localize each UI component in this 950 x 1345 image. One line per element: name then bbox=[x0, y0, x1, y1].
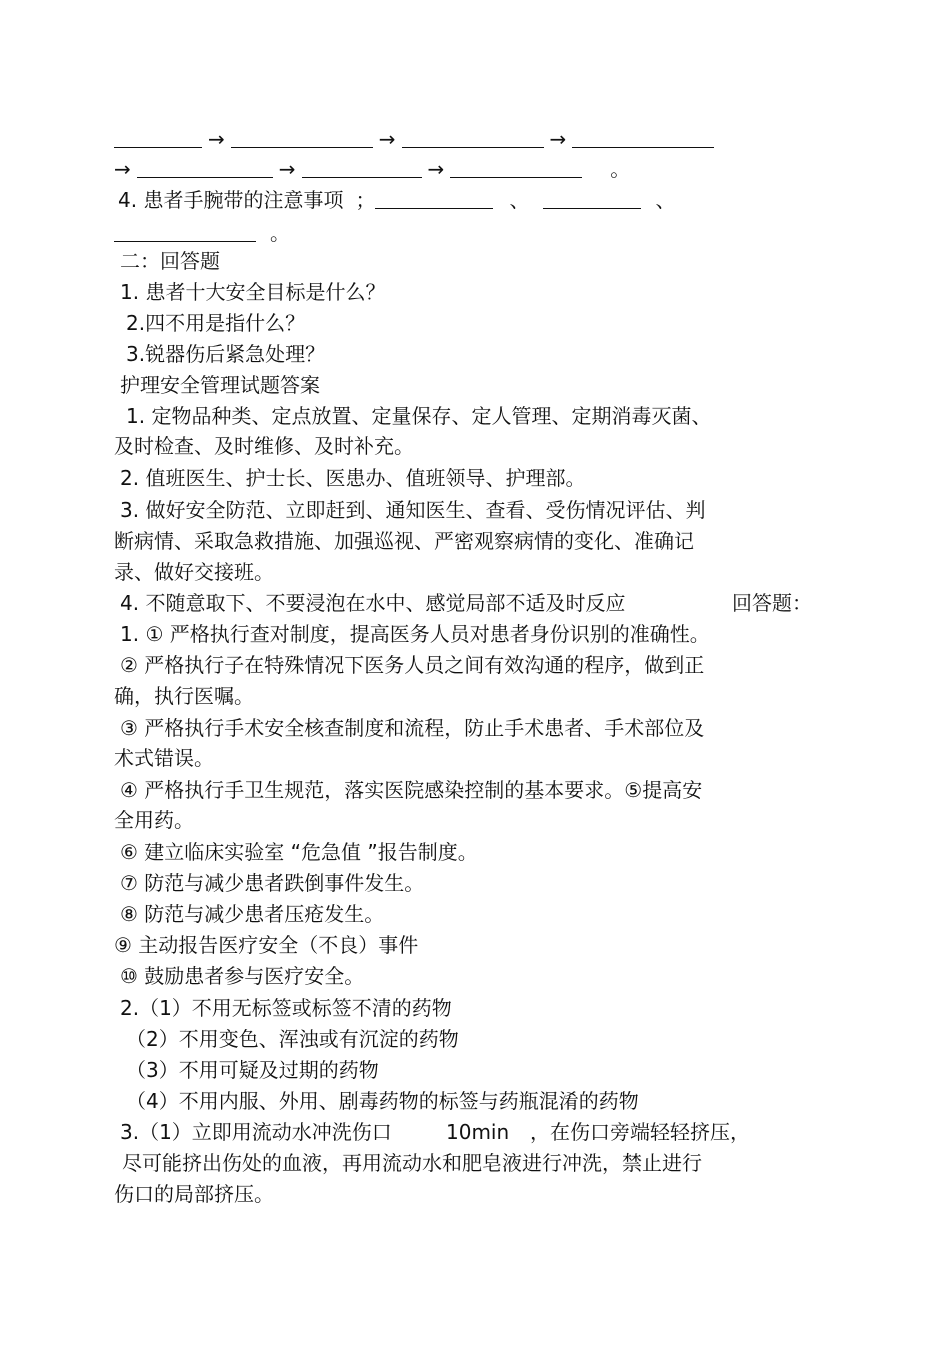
comma-mark: 、 bbox=[509, 188, 530, 212]
arrow-symbol: → bbox=[378, 127, 396, 151]
blank-field[interactable] bbox=[231, 127, 373, 148]
answer-4: 4. 不随意取下、不要浸泡在水中、感觉局部不适及时反应 bbox=[120, 591, 626, 615]
reply-2-item-3: （3）不用可疑及过期的药物 bbox=[126, 1058, 379, 1082]
reply-3-line-1-text: 3.（1）立即用流动水冲洗伤口 bbox=[120, 1120, 392, 1144]
blank-field[interactable] bbox=[572, 127, 714, 148]
question-3: 3.锐器伤后紧急处理？ bbox=[126, 342, 326, 366]
answer-3-line-2: 断病情、采取急救措施、加强巡视、严密观察病情的变化、准确记 bbox=[114, 529, 694, 553]
reply-1-item-3-line-2: 术式错误。 bbox=[114, 746, 214, 770]
reply-2-item-4: （4）不用内服、外用、剧毒药物的标签与药瓶混淆的药物 bbox=[126, 1089, 639, 1113]
reply-1-item-1: 1. ① 严格执行查对制度，提高医务人员对患者身份识别的准确性。 bbox=[120, 622, 710, 646]
comma-mark: 、 bbox=[655, 188, 676, 212]
arrow-symbol: → bbox=[549, 127, 567, 151]
reply-2-item-1: 2.（1）不用无标签或标签不清的药物 bbox=[120, 996, 452, 1020]
blank-field[interactable] bbox=[114, 127, 202, 148]
reply-1-item-9: ⑨ 主动报告医疗安全（不良）事件 bbox=[114, 933, 419, 957]
answer-3-line-3: 录、做好交接班。 bbox=[114, 560, 274, 584]
reply-1-item-4-line-2: 全用药。 bbox=[114, 808, 194, 832]
reply-3-line-1-tail: ，在伤口旁端轻轻挤压， bbox=[530, 1120, 750, 1144]
blank-field[interactable] bbox=[402, 127, 544, 148]
answer-section-label: 回答题： bbox=[732, 591, 812, 615]
blank-field[interactable] bbox=[450, 157, 582, 178]
blank-field[interactable] bbox=[543, 188, 641, 209]
fill-blank-row-2 bbox=[114, 154, 630, 184]
wristband-blank-row bbox=[114, 218, 290, 248]
reply-1-item-10: ⑩ 鼓励患者参与医疗安全。 bbox=[120, 964, 365, 988]
arrow-symbol: → bbox=[208, 127, 225, 151]
reply-3-line-2: 尽可能挤出伤处的血液，再用流动水和肥皂液进行冲洗，禁止进行 bbox=[122, 1151, 702, 1175]
arrow-symbol: → bbox=[114, 157, 131, 181]
reply-1-item-4-line-1: ④ 严格执行手卫生规范，落实医院感染控制的基本要求。⑤提高安 bbox=[120, 778, 703, 802]
reply-1-item-6: ⑥ 建立临床实验室 “危急值 ”报告制度。 bbox=[120, 840, 478, 864]
answer-1-line-2: 及时检查、及时维修、及时补充。 bbox=[114, 434, 414, 458]
reply-1-item-2-line-1: ② 严格执行子在特殊情况下医务人员之间有效沟通的程序，做到正 bbox=[120, 653, 705, 677]
answers-title: 护理安全管理试题答案 bbox=[120, 373, 320, 397]
reply-1-item-7: ⑦ 防范与减少患者跌倒事件发生。 bbox=[120, 871, 425, 895]
answer-3-line-1: 3. 做好安全防范、立即赶到、通知医生、查看、受伤情况评估、判 bbox=[120, 498, 706, 522]
question-2: 2.四不用是指什么？ bbox=[126, 311, 306, 335]
arrow-symbol: → bbox=[427, 157, 445, 181]
blank-field[interactable] bbox=[114, 221, 256, 242]
section-title: 二：回答题 bbox=[120, 249, 220, 273]
reply-3-line-3: 伤口的局部挤压。 bbox=[114, 1182, 274, 1206]
reply-2-item-2: （2）不用变色、浑浊或有沉淀的药物 bbox=[126, 1027, 459, 1051]
blank-field[interactable] bbox=[137, 157, 273, 178]
blank-field[interactable] bbox=[302, 157, 422, 178]
semicolon-mark: ； bbox=[355, 188, 376, 212]
reply-1-item-3-line-1: ③ 严格执行手术安全核查制度和流程，防止手术患者、手术部位及 bbox=[120, 716, 705, 740]
reply-1-item-8: ⑧ 防范与减少患者压疮发生。 bbox=[120, 902, 385, 926]
reply-3-duration: 10min bbox=[446, 1120, 510, 1144]
arrow-symbol: → bbox=[278, 157, 296, 181]
period-mark: 。 bbox=[270, 221, 290, 245]
wristband-question bbox=[118, 185, 675, 215]
period-mark: 。 bbox=[610, 157, 631, 181]
fill-blank-row-1 bbox=[114, 124, 714, 154]
blank-field[interactable] bbox=[375, 188, 493, 209]
question-label: 4. 患者手腕带的注意事项 bbox=[118, 188, 344, 212]
answer-2: 2. 值班医生、护士长、医患办、值班领导、护理部。 bbox=[120, 466, 586, 490]
reply-1-item-2-line-2: 确，执行医嘱。 bbox=[114, 684, 254, 708]
question-1: 1. 患者十大安全目标是什么？ bbox=[120, 280, 386, 304]
answer-1-line-1: 1. 定物品种类、定点放置、定量保存、定人管理、定期消毒灭菌、 bbox=[126, 404, 712, 428]
